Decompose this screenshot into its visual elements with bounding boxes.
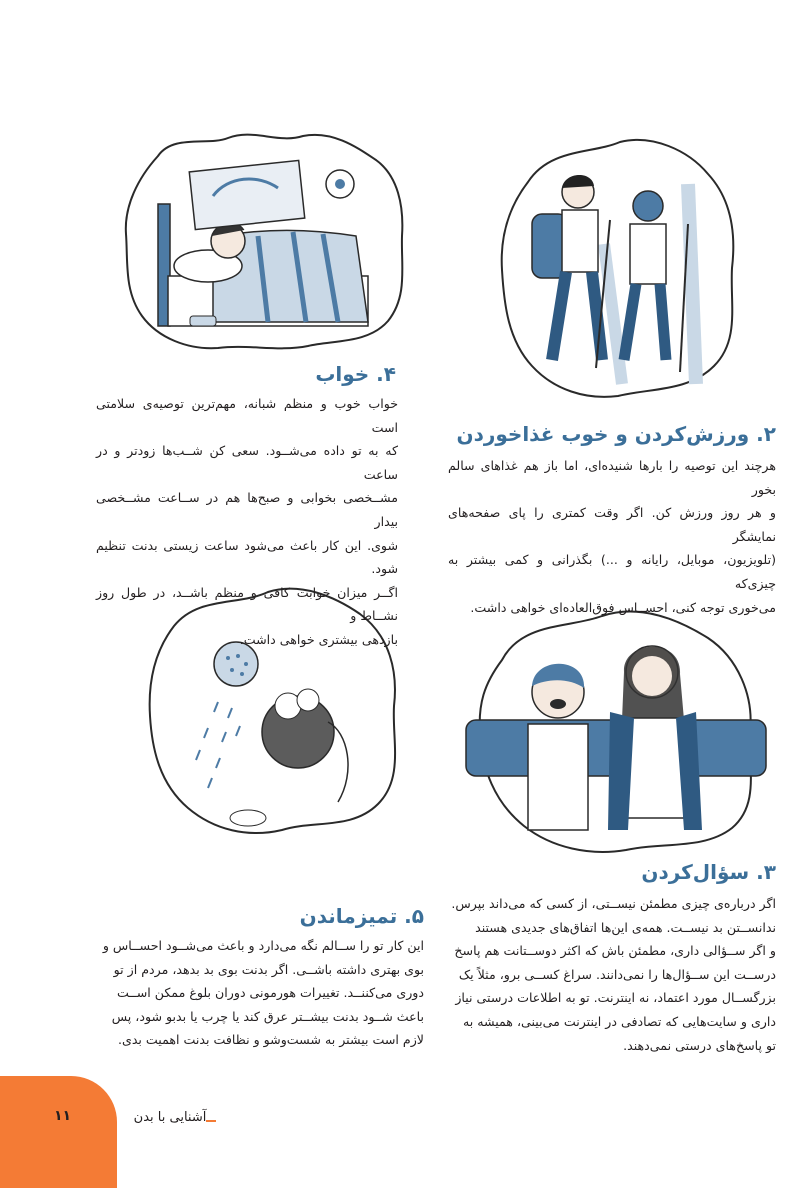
clean-section-text — [96, 934, 424, 1052]
ask-line-5: بزرگســال مورد اعتماد، نه اینترنت. تو به اطلاعات درستی نیاز — [455, 990, 776, 1006]
exercise-line-2: و هر روز ورزش کن. اگر وقت کمتری را پای صفحه‌های نمایشگر — [448, 505, 776, 544]
clean-line-3: دوری می‌کننــد. تغییرات هورمونی دوران بلوغ ممکن اســت — [116, 985, 424, 1001]
sleep-line-6: بازدهی بیشتری خواهی داشت. — [239, 631, 398, 647]
exercise-line-1: هرچند این توصیه را بارها شنیده‌ای، اما باز هم غذاهای سالم بخور — [448, 458, 776, 497]
sleep-line-3: مشــخصی بخوابی و صبح‌ها هم در ســاعت مشــخصی بیدار — [96, 490, 398, 529]
ask-section-title: ۳. سؤال‌کردن — [641, 860, 776, 884]
clean-line-4: باعث شــود بدنت بیشــتر عرق کند یا چرب یا بدبو شود، پس — [111, 1008, 424, 1024]
footer-dash-left — [106, 1120, 116, 1122]
sleep-line-5: اگــر میزان خوابت کافی و منظم باشــد، در طول روز نشــاط و — [96, 584, 398, 624]
sleep-section-text — [96, 392, 398, 652]
exercise-line-3: (تلویزیون، موبایل، رایانه و ...) بگذرانی و کمی بیشتر به چیزی‌که — [448, 552, 776, 591]
sleeping-boy-illustration — [118, 126, 410, 354]
exercise-section-title: ۲. ورزش‌کردن و خوب غذاخوردن — [456, 422, 776, 446]
clean-line-2: بوی بهتری داشته باشــی. اگر بدنت بوی بد بدهد، مردم از تو — [113, 961, 424, 977]
ask-line-2: ندانســتن بد نیســت. همه‌ی این‌ها اتفاق‌های جدیدی هستند — [475, 919, 776, 935]
exercise-section-text — [448, 454, 776, 619]
page-number: ۱۱ — [54, 1108, 72, 1124]
footer-dash-right — [206, 1120, 216, 1122]
clean-section-title: ۵. تمیزماندن — [299, 904, 424, 928]
ask-line-1: اگر درباره‌ی چیزی مطمئن نیســتی، از کسی که می‌داند بپرس. — [451, 896, 776, 911]
sleep-line-4: شوی. این کار باعث می‌شود ساعت زیستی بدنت تنظیم شود. — [96, 537, 398, 577]
ask-line-6: داری و سایت‌هایی که تصادفی در اینترنت می‌بینی، همیشه به — [462, 1013, 776, 1029]
clean-line-1: این کار تو را ســالم نگه می‌دارد و باعث می‌شــود احســاس و — [102, 938, 424, 953]
ask-line-4: درســت این ســؤال‌ها را نمی‌دانند. سراغ کســی برو، مثلاً یک — [458, 966, 776, 982]
hiking-kids-illustration — [492, 134, 742, 402]
ask-line-7: تو پاسخ‌های درستی نمی‌دهند. — [623, 1037, 776, 1053]
clean-line-5: لازم است بیشتر به شست‌وشو و نظافت بدنت اهمیت بدی. — [117, 1032, 424, 1048]
sleep-section-title: ۴. خواب — [315, 362, 396, 386]
sleep-line-2: که به تو داده می‌شــود. سعی کن شــب‌ها زودتر و در ساعت — [96, 443, 398, 482]
orange-corner-decoration — [0, 1076, 117, 1188]
sleep-line-1: خواب خوب و منظم شبانه، مهم‌ترین توصیه‌ی سلامتی است — [96, 396, 398, 435]
exercise-line-4: می‌خوری توجه کنی، احســاس فوق‌العاده‌ای خواهی داشت. — [470, 599, 776, 615]
ask-line-3: و اگر ســؤالی داری، مطمئن باش که اکثر دوســتانت هم پاسخ — [454, 943, 776, 959]
boy-asking-mother-illustration — [462, 600, 768, 856]
ask-section-text — [448, 892, 776, 1057]
footer-book-title: آشنایی با بدن — [133, 1110, 207, 1125]
